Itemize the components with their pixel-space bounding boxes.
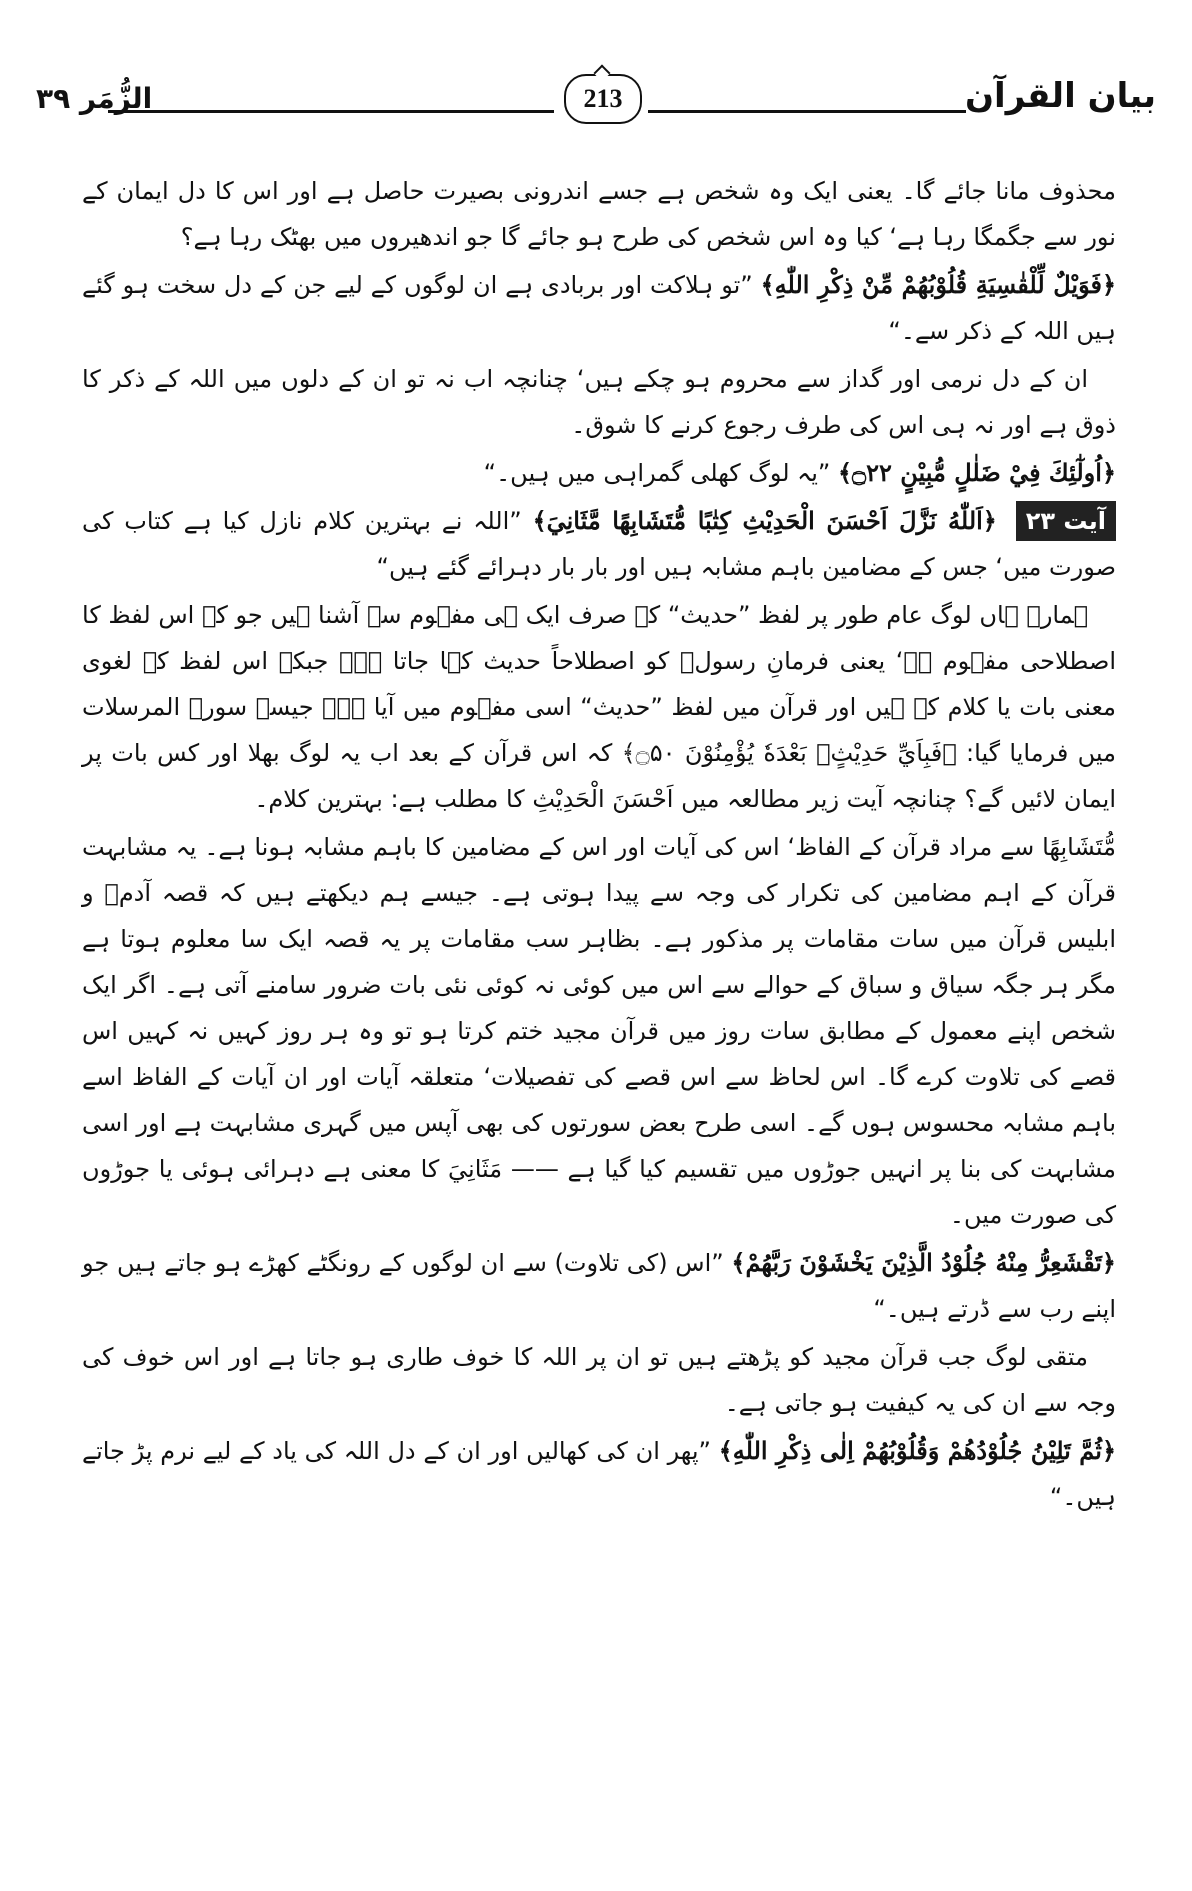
paragraph xyxy=(82,824,1116,1238)
paragraph xyxy=(82,168,1116,260)
page-body xyxy=(82,168,1116,1522)
page-number-frame xyxy=(564,74,642,124)
paragraph xyxy=(82,1334,1116,1426)
quran-verse: ﴿تَقْشَعِرُّ مِنْهُ جُلُوْدُ الَّذِيْنَ يَخْشَوْنَ رَبَّهُمْ﴾ xyxy=(731,1248,1116,1277)
book-title: بیان القرآن xyxy=(965,76,1156,116)
ayah-number-label: آیت ۲۳ xyxy=(1016,501,1116,541)
paragraph xyxy=(82,592,1116,822)
quran-verse: ﴿اُولٰٓئِكَ فِيْ ضَلٰلٍ مُّبِيْنٍ ۝۲۲﴾ xyxy=(837,458,1116,487)
quran-verse: ﴿فَوَيْلٌ لِّلْقٰسِيَةِ قُلُوْبُهُمْ مِّنْ ذِكْرِ اللّٰهِ﴾ xyxy=(760,270,1117,299)
page-number: 213 xyxy=(583,84,623,113)
commentary-text: ہمارے ہاں لوگ عام طور پر لفظ ”حدیث“ کے صرف ایک ہی مفہوم سے آشنا ہیں جو کہ اس لفظ کا اصطلاحی مفہوم ہے‘ یعنی فرمانِ رسولؐ کو اصطلاحاً حدیث کہا جاتا ہے۔ جبکہ اس لفظ کے لغوی معنی بات یا کلام کے ہیں اور قرآن میں لفظ ”حدیث“ اسی مفہوم میں آیا ہے۔ جیسے سورۃ المرسلات میں فرمایا گیا: ﴿فَبِاَيِّ حَدِيْثٍۢ بَعْدَهٗ يُؤْمِنُوْنَ ۝۵۰﴾ کہ اس قرآن کے بعد اب یہ لوگ بھلا اور کس بات پر ایمان لائیں گے؟ چنانچہ آیت زیر مطالعہ میں اَحْسَنَ الْحَدِيْثِ کا مطلب ہے: بہترین کلام۔ xyxy=(82,601,1116,813)
verse-paragraph xyxy=(82,262,1116,354)
quran-verse: ﴿اَللّٰهُ نَزَّلَ اَحْسَنَ الْحَدِيْثِ كِتٰبًا مُّتَشَابِهًا مَّثَانِيَ﴾ xyxy=(532,506,997,535)
verse-translation: ”پھر ان کی کھالیں اور ان کے دل اللہ کی یاد کے لیے نرم پڑ جاتے ہیں۔“ xyxy=(82,1437,1116,1511)
commentary-text: ان کے دل نرمی اور گداز سے محروم ہو چکے ہیں‘ چنانچہ اب نہ تو ان کے دلوں میں اللہ کے ذکر کا ذوق ہے اور نہ ہی اس کی طرف رجوع کرنے کا شوق۔ xyxy=(82,365,1116,439)
verse-translation: ”اس (کی تلاوت) سے ان لوگوں کے رونگٹے کھڑے ہو جاتے ہیں جو اپنے رب سے ڈرتے ہیں۔“ xyxy=(82,1249,1116,1323)
verse-paragraph xyxy=(82,1240,1116,1332)
paragraph xyxy=(82,356,1116,448)
verse-paragraph xyxy=(82,1428,1116,1520)
quran-verse: ﴿ثُمَّ تَلِيْنُ جُلُوْدُهُمْ وَقُلُوْبُهُمْ اِلٰى ذِكْرِ اللّٰهِ﴾ xyxy=(718,1436,1117,1465)
verse-translation: ”اللہ نے بہترین کلام نازل کیا ہے کتاب کی صورت میں‘ جس کے مضامین باہم مشابہ ہیں اور بار بار دہرائے گئے ہیں“ xyxy=(82,507,1116,581)
surah-reference: الزُّمَر ۳۹ xyxy=(36,82,153,115)
commentary-text: محذوف مانا جائے گا۔ یعنی ایک وہ شخص ہے جسے اندرونی بصیرت حاصل ہے اور اس کا دل ایمان کے نور سے جگمگا رہا ہے‘ کیا وہ اس شخص کی طرح ہو جائے گا جو اندھیروں میں بھٹک رہا ہے؟ xyxy=(82,177,1116,251)
verse-translation: ”تو ہلاکت اور بربادی ہے ان لوگوں کے لیے جن کے دل سخت ہو گئے ہیں اللہ کے ذکر سے۔“ xyxy=(82,271,1116,345)
header-rule-left xyxy=(108,110,554,113)
verse-translation: ”یہ لوگ کھلی گمراہی میں ہیں۔“ xyxy=(483,459,831,487)
page-header xyxy=(36,74,1156,124)
commentary-text: مُّتَشَابِهًا سے مراد قرآن کے الفاظ‘ اس کی آیات اور اس کے مضامین کا باہم مشابہ ہونا ہے۔ یہ مشابہت قرآن کے اہم مضامین کی تکرار کی وجہ سے پیدا ہوتی ہے۔ جیسے ہم دیکھتے ہیں کہ قصہ آدمؑ و ابلیس قرآن میں سات مقامات پر مذکور ہے۔ بظاہر سب مقامات پر یہ قصہ ایک سا معلوم ہوتا ہے مگر ہر جگہ سیاق و سباق کے حوالے سے اس میں کوئی نہ کوئی نئی بات ضرور سامنے آتی ہے۔ اگر ایک شخص اپنے معمول کے مطابق سات روز میں قرآن مجید ختم کرتا ہو تو وہ ہر روز کہیں نہ کہیں اس قصے کی تلاوت کرے گا۔ اس لحاظ سے اس قصے کی تفصیلات‘ متعلقہ آیات اور ان آیات کے الفاظ اسے باہم مشابہ محسوس ہوں گے۔ اسی طرح بعض سورتوں کی بھی آپس میں گہری مشابہت ہے اور اسی مشابہت کی بنا پر انہیں جوڑوں میں تقسیم کیا گیا ہے —— مَثَانِيَ کا معنی ہے دہرائی ہوئی یا جوڑوں کی صورت میں۔ xyxy=(82,833,1116,1229)
verse-paragraph xyxy=(82,450,1116,496)
commentary-text: متقی لوگ جب قرآن مجید کو پڑھتے ہیں تو ان پر اللہ کا خوف طاری ہو جاتا ہے اور اس خوف کی وجہ سے ان کی یہ کیفیت ہو جاتی ہے۔ xyxy=(82,1343,1116,1417)
verse-paragraph-ayah-23 xyxy=(82,498,1116,590)
header-rule-right xyxy=(648,110,966,113)
